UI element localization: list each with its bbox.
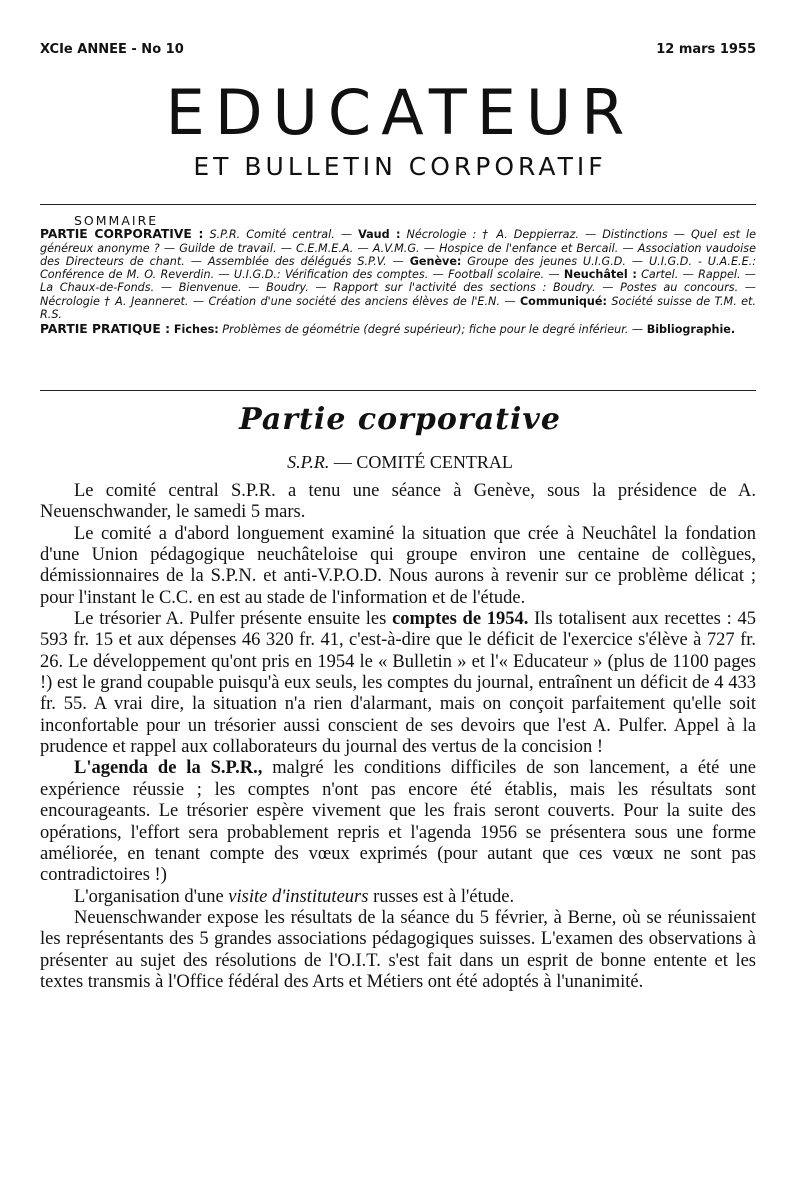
paragraph-text: Ils totalisent aux recettes : 45 593 fr. 15 et aux dépenses 46 320 fr. 41, c'est-à-dire que le déficit de l'exercice s'élève à 727 fr. 26. Le développement qu'ont pris en 1954 le « Bulletin » et l'« Educateur » (plus de 1100 pages !) est le grand coupable puisqu'à eux seuls, les comptes du journal, entraînent un déficit de 4 433 fr. 55. A vrai dire, la situation n'a rien d'alarmant, mais on conçoit parfaitement qu'elle soit inconfortable pour un trésorier aussi conscient de ses devoirs que l'est A. Pulfer. Appel à la prudence et rappel aux collaborateurs du journal des vertus de la concision ! [40,609,756,758]
paragraph-5 [40,887,756,908]
emphasis-comptes: comptes de 1954. [392,609,529,630]
emphasis-visite: visite d'instituteurs [228,886,369,907]
toc-neuchatel: Neuchâtel : [563,268,637,282]
article-body [40,481,756,993]
issue-line [40,42,756,57]
issue-date: 12 mars 1955 [656,42,756,57]
toc-text: Problèmes de géométrie (degré supérieur); fiche pour le degré inférieur. [218,323,629,337]
table-of-contents [40,214,756,337]
section-heading: Partie corporative [239,402,561,437]
toc-corporative-label: PARTIE CORPORATIVE : [40,227,204,242]
article-subheading [0,452,800,473]
toc-pratique [40,323,756,336]
masthead-rule [40,204,756,205]
toc-separator: — [628,323,647,337]
toc-heading: SOMMAIRE [74,213,159,228]
emphasis-agenda: L'agenda de la S.P.R., [74,758,263,779]
journal-subtitle: ET BULLETIN CORPORATIF [193,152,607,181]
masthead [0,76,800,182]
toc-text: Nécrologie : † A. Deppierraz. — Distinctions — Quel est le généreux anonyme ? — Guilde de travail. — C.E.M.E.A. — A.V.M.G. — Hospice de l'enfance et Bercail. — Association vaudoise des Directeurs de chant. — Assemblée des délégués S.P.V. — [40,228,757,268]
toc-pratique-label: PARTIE PRATIQUE : [40,322,171,337]
toc-corporative [40,228,756,321]
toc-text: Cartel. — Rappel. — La Chaux-de-Fonds. — Bienvenue. — Boudry. — Rapport sur l'activité des sections : Boudry. — Postes au concours. — Nécrologie † A. Jeanneret. — Création d'une société des anciens élèves de l'E.N. — [40,268,756,308]
paragraph-text: Le trésorier A. Pulfer présente ensuite les [74,609,393,630]
paragraph-6: Neuenschwander expose les résultats de la séance du 5 février, à Berne, où se réunissaient les représentants des 5 grandes associations pédagogiques suisses. L'examen des observations à présenter au sujet des résolutions de l'O.I.T. s'est fait dans un esprit de bonne entente et les textes transmis à l'Office fédéral des Arts et Métiers ont été adoptés à l'unanimité. [40,907,756,992]
paragraph-4 [40,758,756,886]
toc-vaud: Vaud : [358,228,401,242]
toc-fiches: Fiches: [170,323,219,337]
toc-communique: Communiqué: [519,294,607,308]
toc-rule [40,390,756,391]
toc-bibliographie: Bibliographie. [646,323,736,337]
journal-title: EDUCATEUR [165,76,635,149]
paragraph-text: russes est à l'étude. [368,886,515,907]
subheading-rest: — COMITÉ CENTRAL [329,452,513,472]
paragraph-1: Le comité central S.P.R. a tenu une séance à Genève, sous la présidence de A. Neuenschwander, le samedi 5 mars. [40,481,756,523]
subheading-abbr: S.P.R. [287,452,330,472]
issue-number: XCIe ANNEE - No 10 [40,42,184,57]
paragraph-text: malgré les conditions difficiles de son lancement, a été une expérience réussie ; les comptes n'ont pas encore été établis, mais les résultats sont encourageants. Le trésorier espère vivement que les frais seront couverts. Pour la suite des opérations, l'effort sera probablement repris et l'agenda 1956 se présentera sous une forme améliorée, en tenant compte des vœux exprimés (pour autant que ces vœux ne sont pas contradictoires !) [40,758,756,886]
paragraph-text: L'organisation d'une [74,886,229,907]
paragraph-2: Le comité a d'abord longuement examiné la situation que crée à Neuchâtel la fondation d'une Union pédagogique neuchâteloise qui groupe environ une centaine de collègues, démissionnaires de la S.P.N. et anti-V.P.O.D. Nous aurons à revenir sur ce problème délicat ; pour l'instant le C.C. en est au stade de l'information et de l'étude. [40,523,756,608]
toc-text: Groupe des jeunes U.I.G.D. — U.I.G.D. - U.A.E.E.: Conférence de M. O. Reverdin. — U.I.G.D.: Vérification des comptes. — Football scolaire. — [40,254,756,282]
toc-geneve: Genève: [409,254,462,268]
toc-text: S.P.R. Comité central. — [203,228,359,242]
toc-text: Société suisse de T.M. et. R.S. [40,294,756,322]
paragraph-3 [40,609,756,758]
